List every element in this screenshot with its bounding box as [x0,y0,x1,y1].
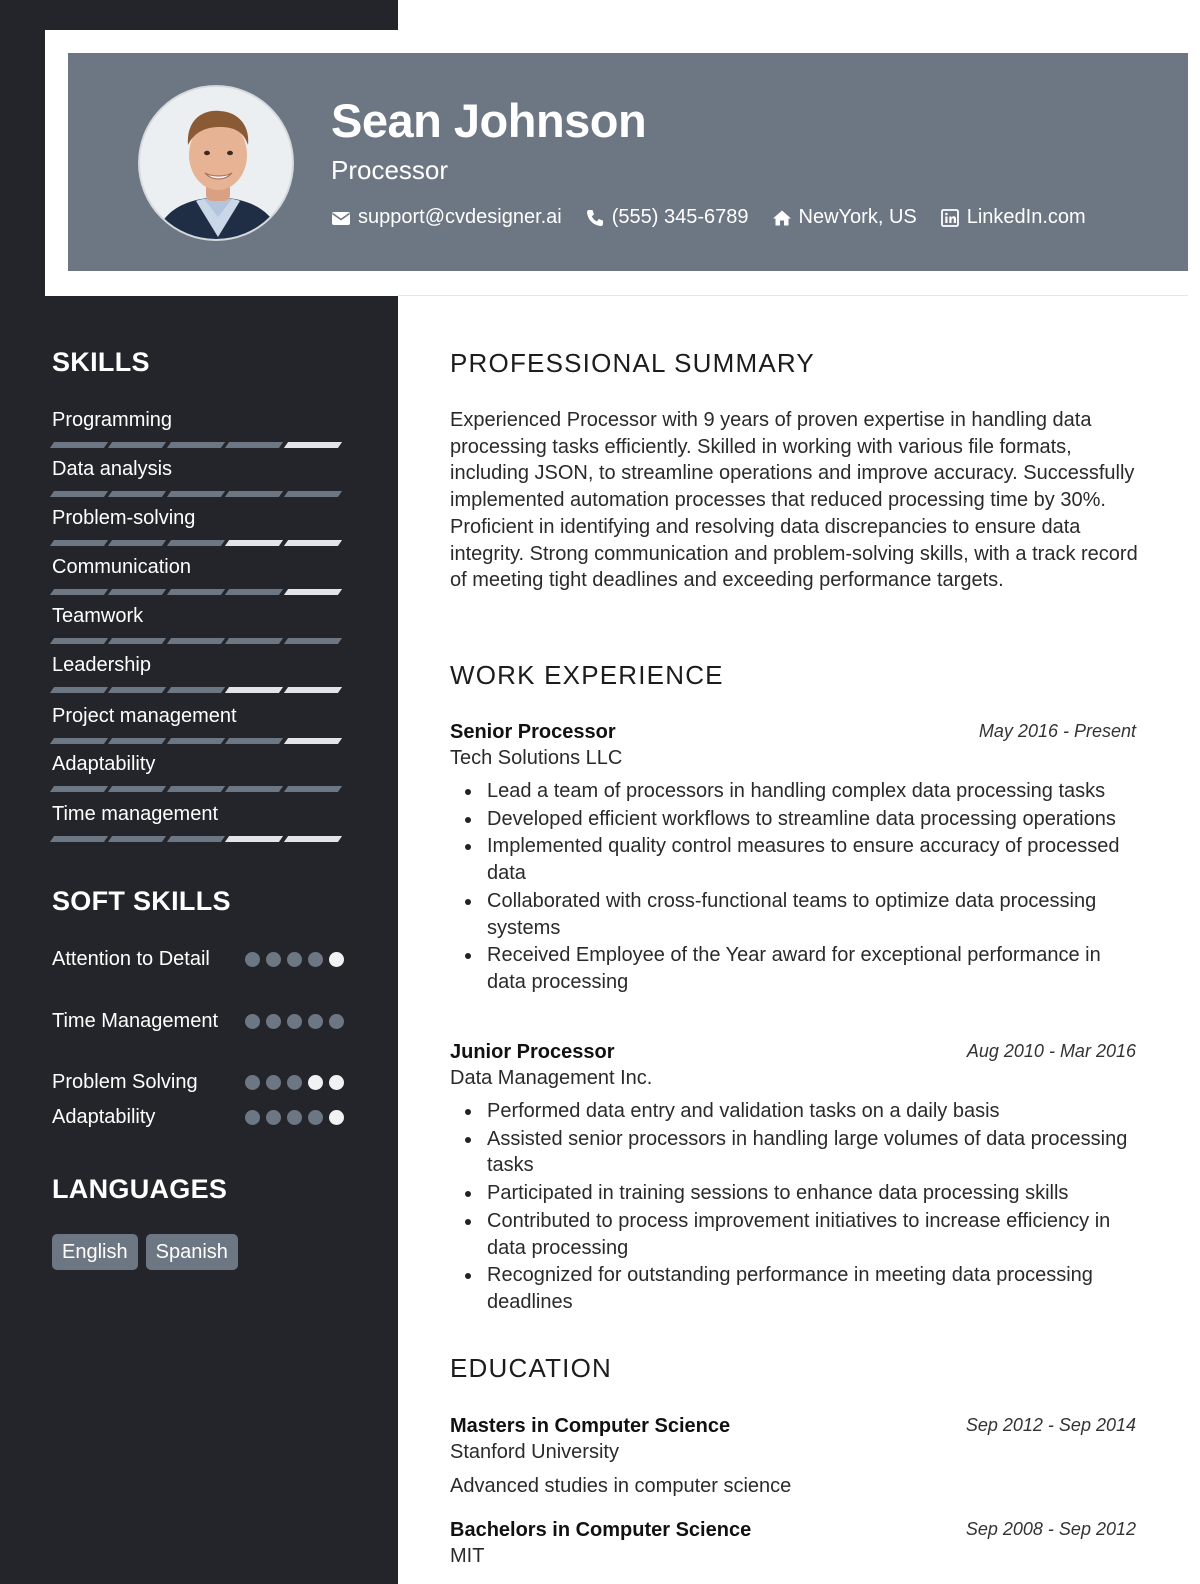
job-company: Data Management Inc. [450,1067,653,1089]
job-bullet: Lead a team of processors in handling complex data processing tasks [450,778,1136,805]
soft-skill-dot [329,1110,344,1125]
skill-bar-segment [108,540,167,546]
skill-bar-segment [108,738,167,744]
soft-skill-dot [308,1110,323,1125]
skill-bar-segment [167,687,226,693]
job-bullet: Contributed to process improvement initiatives to increase efficiency in data processing [450,1208,1136,1261]
job-bullet: Assisted senior processors in handling large volumes of data processing tasks [450,1126,1136,1179]
skill-bar-segment [167,540,226,546]
soft-skill-dot [245,1110,260,1125]
education-description: Advanced studies in computer science [450,1475,792,1497]
experience-entry [450,1039,1136,1317]
header-divider [398,295,1188,296]
skill-item [52,752,344,792]
soft-skill-dot [329,1075,344,1090]
job-bullet: Recognized for outstanding performance in meeting data processing deadlines [450,1262,1136,1315]
skill-bar-segment [50,491,109,497]
experience-heading: WORK EXPERIENCE [450,660,724,690]
skill-item [52,653,344,693]
soft-skill-dot [329,1014,344,1029]
profile-photo [138,85,294,241]
soft-skill-dot [266,1110,281,1125]
phone-icon [585,208,605,228]
skill-bar-segment [50,738,109,744]
contact-email-text: support@cvdesigner.ai [358,206,562,228]
contact-email[interactable] [331,206,562,229]
skill-bar-segment [225,687,284,693]
skill-level-bars [52,738,344,744]
job-bullet: Implemented quality control measures to ensure accuracy of processed data [450,833,1136,886]
soft-skill-dot [308,952,323,967]
soft-skill-name: Time Management [52,1010,218,1032]
skill-bar-segment [284,786,343,792]
job-title: Senior Processor [450,721,616,743]
candidate-role: Processor [331,155,449,185]
language-tag: English [52,1234,138,1270]
soft-skill-dot [245,1014,260,1029]
school-name: Stanford University [450,1441,619,1463]
summary-text: Experienced Processor with 9 years of proven expertise in handling data processing tasks efficiently. Skilled in working with various file formats, including JSON, to streamline operations and improve accuracy. Successfully implemented automation processes that reduced processing time by 30%. Proficient in identifying and resolving data discrepancies to ensure data integrity. Strong communication and problem-solving skills, with a track record of meeting tight deadlines and exceeding performance targets. [450,409,1138,592]
skill-bar-segment [167,589,226,595]
skill-bar-segment [50,638,109,644]
soft-skill-dots [245,1014,350,1029]
job-bullet: Collaborated with cross-functional teams to optimize data processing systems [450,888,1136,941]
experience-entry [450,719,1136,997]
skill-bar-segment [50,687,109,693]
skill-bar-segment [108,442,167,448]
skill-bar-segment [108,786,167,792]
summary-heading: PROFESSIONAL SUMMARY [450,348,815,378]
linkedin-icon [940,208,960,228]
skill-name: Data analysis [52,458,173,480]
soft-skill-dots [245,1110,350,1125]
soft-skill-dot [245,952,260,967]
language-list [52,1234,246,1270]
skill-bar-segment [284,638,343,644]
soft-skill-dot [329,952,344,967]
soft-skill-dot [308,1014,323,1029]
language-tag: Spanish [146,1234,238,1270]
soft-skill-dot [308,1075,323,1090]
skill-bar-segment [108,687,167,693]
home-icon [772,208,792,228]
soft-skill-dot [266,1014,281,1029]
skill-bar-segment [167,638,226,644]
soft-skill-dots [245,952,350,967]
skill-name: Problem-solving [52,507,196,529]
soft-skill-dot [266,1075,281,1090]
skill-bar-segment [167,836,226,842]
job-bullet: Participated in training sessions to enhance data processing skills [450,1180,1136,1207]
skill-level-bars [52,540,344,546]
skill-name: Leadership [52,654,151,676]
skill-name: Project management [52,705,237,727]
degree-title: Masters in Computer Science [450,1415,731,1437]
skill-level-bars [52,442,344,448]
skill-bar-segment [108,836,167,842]
skill-item [52,555,344,595]
soft-skill-item [52,1008,344,1035]
soft-skill-name: Problem Solving [52,1071,198,1093]
envelope-icon [331,208,351,228]
skill-bar-segment [50,442,109,448]
skill-bar-segment [225,638,284,644]
skill-bar-segment [284,836,343,842]
soft-skill-dot [245,1075,260,1090]
skill-name: Time management [52,803,218,825]
contact-list [331,206,1109,229]
skill-level-bars [52,836,344,842]
job-bullet: Developed efficient workflows to streamline data processing operations [450,806,1136,833]
soft-skill-item [52,946,344,973]
skill-item [52,802,344,842]
skill-bar-segment [225,540,284,546]
job-date: May 2016 - Present [978,721,1136,741]
soft-skill-dot [287,1075,302,1090]
job-date: Aug 2010 - Mar 2016 [966,1041,1136,1061]
contact-phone-text: (555) 345-6789 [611,206,749,228]
skill-level-bars [52,786,344,792]
skill-item [52,604,344,644]
contact-location-text: NewYork, US [798,206,917,228]
education-heading: EDUCATION [450,1353,612,1383]
skill-bar-segment [284,687,343,693]
degree-title: Bachelors in Computer Science [450,1519,752,1541]
job-company: Tech Solutions LLC [450,747,623,769]
skill-name: Adaptability [52,753,156,775]
job-bullet: Performed data entry and validation tasks on a daily basis [450,1098,1136,1125]
contact-linkedin[interactable] [940,206,1086,229]
skill-bar-segment [225,738,284,744]
skill-bar-segment [50,540,109,546]
soft-skill-name: Attention to Detail [52,948,210,970]
contact-phone[interactable] [585,206,749,229]
soft-skill-dot [287,1110,302,1125]
skill-item [52,457,344,497]
soft-skill-item [52,1069,344,1096]
portrait-illustration [140,87,294,241]
soft-skill-name: Adaptability [52,1106,156,1128]
job-bullet: Received Employee of the Year award for exceptional performance in data processing [450,942,1136,995]
skill-level-bars [52,589,344,595]
contact-linkedin-text: LinkedIn.com [966,206,1086,228]
skill-bar-segment [225,836,284,842]
soft-skills-heading: SOFT SKILLS [52,886,231,916]
education-entry [450,1517,1136,1570]
skill-bar-segment [284,442,343,448]
skill-bar-segment [50,786,109,792]
education-date: Sep 2008 - Sep 2012 [965,1519,1136,1539]
skill-level-bars [52,638,344,644]
skill-bar-segment [284,540,343,546]
job-bullets [450,778,1136,996]
job-bullets [450,1098,1136,1316]
education-entry [450,1413,1136,1500]
skill-item [52,704,344,744]
skill-bar-segment [284,589,343,595]
skill-bar-segment [50,836,109,842]
soft-skill-dot [266,952,281,967]
skill-bar-segment [225,442,284,448]
skill-bar-segment [225,786,284,792]
skill-bar-segment [284,738,343,744]
soft-skill-dots [245,1075,350,1090]
skill-bar-segment [108,491,167,497]
skill-item [52,408,344,448]
job-title: Junior Processor [450,1041,615,1063]
skill-bar-segment [225,491,284,497]
soft-skill-item [52,1104,344,1131]
skill-bar-segment [108,589,167,595]
skill-name: Programming [52,409,173,431]
skill-bar-segment [284,491,343,497]
soft-skill-dot [287,1014,302,1029]
school-name: MIT [450,1545,485,1567]
education-date: Sep 2012 - Sep 2014 [965,1415,1136,1435]
skill-bar-segment [225,589,284,595]
skill-level-bars [52,491,344,497]
skill-item [52,506,344,546]
languages-heading: LANGUAGES [52,1174,228,1204]
skill-bar-segment [50,589,109,595]
skill-bar-segment [167,738,226,744]
skill-level-bars [52,687,344,693]
skill-bar-segment [167,491,226,497]
skill-bar-segment [108,638,167,644]
skill-bar-segment [167,442,226,448]
skill-bar-segment [167,786,226,792]
contact-location [772,206,917,229]
skills-heading: SKILLS [52,347,150,377]
candidate-name: Sean Johnson [331,94,647,147]
skill-name: Communication [52,556,191,578]
skill-name: Teamwork [52,605,144,627]
soft-skill-dot [287,952,302,967]
